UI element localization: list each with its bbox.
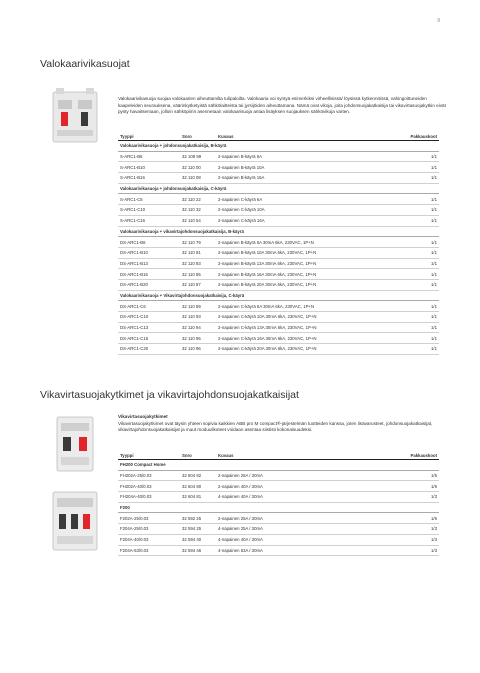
cell-pack: 1/3 [395,534,439,545]
table-row [118,492,439,503]
cell-type: F204A-25/0.03 [118,524,180,535]
cell-type: DS-ARC1-C6 [118,301,180,312]
cell-snro: 32 110 95 [180,333,216,344]
cell-description: 2-napainen B-käyrä 20A 30mA 6kA, 230VAC, 1P+N [216,279,395,290]
group-label: Valokaarivikasuoja + vikavirtajohdonsuojakatkaisija, B-käyrä [118,226,439,237]
table-row [118,545,439,556]
header-pack: Pakkauskoot [395,133,439,141]
cell-type: S-ARC1-B16 [118,173,180,184]
cell-type: DS-ARC1-B13 [118,258,180,269]
cell-pack: 1/1 [395,344,439,355]
header-snro: Snro [180,452,216,460]
cell-snro: 32 110 32 [180,205,216,216]
table-row [118,322,439,333]
cell-description: 2-napainen C-käyrä 6A [216,194,395,205]
table-row [118,312,439,323]
cell-description: 2-napainen C-käyrä 20A 30mA 6kA, 230VAC, 1P+N [216,344,395,355]
header-snro: Snro [180,133,216,141]
cell-type: DS-ARC1-C13 [118,322,180,333]
table-header-row [118,133,439,141]
cell-type: F204A-63/0.03 [118,545,180,556]
cell-type: FH202A-25/0.03 [118,470,180,481]
cell-snro: 32 110 08 [180,173,216,184]
cell-pack: 1/3 [395,545,439,556]
group-label: FH200 Compact Home [118,460,439,471]
cell-type: F202A-25/0.03 [118,513,180,524]
group-header-row [118,226,439,237]
cell-description: 2-napainen 25A / 30mA [216,513,395,524]
cell-description: 4-napainen 25A / 30mA [216,524,395,535]
table-row [118,173,439,184]
header-type: Tyyppi [118,452,180,460]
cell-description: 2-napainen B-käyrä 16A [216,173,395,184]
cell-type: DS-ARC1-B20 [118,279,180,290]
cell-description: 2-napainen B-käyrä 6A 30mA 6kA, 230VAC, 1P+N [216,237,395,248]
cell-pack: 1/6 [395,513,439,524]
cell-snro: 32 110 94 [180,322,216,333]
header-description: Kuvaus [216,133,395,141]
group-header-row [118,460,439,471]
cell-type: S-ARC1-C6 [118,194,180,205]
table-row [118,344,439,355]
cell-pack: 1/1 [395,237,439,248]
group-header-row [118,183,439,194]
cell-pack: 1/1 [395,333,439,344]
table-row [118,279,439,290]
rcd-paragraph [118,414,448,434]
cell-pack: 1/3 [395,492,439,503]
cell-pack: 1/1 [395,173,439,184]
cell-snro: 32 110 81 [180,247,216,258]
table-row [118,513,439,524]
arc-fault-table [118,133,439,355]
cell-description: 2-napainen C-käyrä 10A [216,205,395,216]
rcd-subtitle: Vikavirtasuojakytkimet [118,414,168,419]
cell-snro: 32 110 54 [180,215,216,226]
cell-description: 2-napainen B-käyrä 16A 30mA 6kA, 230VAC, 1P+N [216,269,395,280]
cell-type: DS-ARC1-B10 [118,247,180,258]
cell-pack: 1/1 [395,301,439,312]
cell-type: FH202A-40/0.03 [118,481,180,492]
cell-description: 2-napainen B-käyrä 13A 30mA 6kA, 230VAC, 1P+N [216,258,395,269]
table-row [118,481,439,492]
table-row [118,215,439,226]
cell-snro: 32 110 79 [180,237,216,248]
cell-description: 4-napainen 40A / 30mA [216,492,395,503]
cell-description: 2-napainen C-käyrä 16A 30mA 6kA, 230VAC, 1P+N [216,333,395,344]
rcd-f200-image [51,490,99,552]
rcd-paragraph-text: Vikavirtasuojakytkimet ovat täysin yhteen sopivia kaikkien ABB pro M compact®-järjestelmän tuotteiden kanssa, joten lisävarusteet, johdonsuojakatkaisijat, vikavirtajohdonsuojakatkaisijat ja muut moduulikoteet voidaan asentaa siististi kokonaisuudeksi. [118,420,433,433]
cell-description: 2-napainen C-käyrä 6A 30mA 6kA, 230VAC, 1P+N [216,301,395,312]
table-row [118,205,439,216]
group-header-row [118,502,439,513]
rcd-compact-home-image [55,415,95,473]
table-row [118,470,439,481]
cell-snro: 32 594 40 [180,534,216,545]
group-label: Valokaarivikasuoja + johdonsuojakatkaisija, B-käyrä [118,141,439,152]
group-label: Valokaarivikasuoja + johdonsuojakatkaisija, C-käyrä [118,183,439,194]
cell-description: 2-napainen C-käyrä 16A [216,215,395,226]
cell-description: 2-napainen 25A / 30mA [216,470,395,481]
cell-description: 2-napainen 40A / 30mA [216,481,395,492]
cell-snro: 32 110 85 [180,269,216,280]
table-row [118,269,439,280]
cell-pack: 1/1 [395,312,439,323]
cell-type: S-ARC1-B6 [118,151,180,162]
table-row [118,162,439,173]
cell-snro: 32 110 89 [180,301,216,312]
rcd-table [118,452,439,556]
cell-pack: 1/1 [395,194,439,205]
header-description: Kuvaus [216,452,395,460]
cell-pack: 1/1 [395,205,439,216]
group-label: F200 [118,502,439,513]
cell-pack: 1/1 [395,215,439,226]
cell-pack: 1/1 [395,258,439,269]
cell-pack: 1/1 [395,151,439,162]
table-header-row [118,452,439,460]
group-label: Valokaarivikasuoja + Vikavirtajohdonsuojakatkaisija, C-käyrä [118,290,439,301]
cell-pack: 1/6 [395,470,439,481]
table-row [118,237,439,248]
cell-type: DS-ARC1-B16 [118,269,180,280]
cell-description: 2-napainen B-käyrä 6A [216,151,395,162]
cell-description: 4-napainen 40A / 30mA [216,534,395,545]
cell-pack: 1/1 [395,279,439,290]
table-row [118,333,439,344]
cell-snro: 32 604 80 [180,481,216,492]
cell-pack: 1/1 [395,269,439,280]
cell-snro: 32 604 81 [180,492,216,503]
table-row [118,247,439,258]
table-row [118,524,439,535]
arc-fault-paragraph: Valokaarivikasuoja suojaa valokaarien aiheuttamilta tulipaloilta. Valokaaria voi syntyä esimerkiksi virheellisissä/ löysissä kytkennöissä, vahingoittuneiden kaapeleiden seurauksena, väärinkytketyistä sähkölaitteista tai jyrsijöiden aiheuttamana. Nämä ovat vikoja, joita johdonsuojakatkaisija tai vikavirtasuojakytkin eivät pysty havaitsemaan, jolloin sähköpiirin asennetaan valokaarisuoja antaa lisäyksen suojauksen sähkövikoja varten. [118,96,446,115]
cell-snro: 32 592 25 [180,513,216,524]
cell-type: DS-ARC1-C16 [118,333,180,344]
page-number: 9 [437,18,440,24]
section-title-arc-fault: Valokaarivikasuojat [40,58,130,70]
cell-snro: 32 110 83 [180,258,216,269]
cell-type: DS-ARC1-C10 [118,312,180,323]
cell-type: S-ARC1-C16 [118,215,180,226]
cell-pack: 1/3 [395,524,439,535]
cell-description: 2-napainen C-käyrä 13A 30mA 6kA, 230VAC, 1P+N [216,322,395,333]
cell-snro: 32 594 25 [180,524,216,535]
section-title-rcd: Vikavirtasuojakytkimet ja vikavirtajohdonsuojakatkaisijat [40,389,299,401]
table-row [118,151,439,162]
cell-type: F204A-40/0.03 [118,534,180,545]
cell-snro: 32 108 99 [180,151,216,162]
table-row [118,534,439,545]
cell-type: DS-ARC1-B6 [118,237,180,248]
cell-snro: 32 110 00 [180,162,216,173]
cell-description: 2-napainen B-käyrä 10A [216,162,395,173]
header-type: Tyyppi [118,133,180,141]
cell-type: FH204A-40/0.03 [118,492,180,503]
group-header-row [118,290,439,301]
cell-type: S-ARC1-C10 [118,205,180,216]
cell-snro: 32 110 22 [180,194,216,205]
cell-pack: 1/1 [395,162,439,173]
header-pack: Pakkauskoot [395,452,439,460]
cell-snro: 32 110 93 [180,312,216,323]
cell-pack: 1/6 [395,481,439,492]
cell-type: DS-ARC1-C20 [118,344,180,355]
cell-description: 2-napainen C-käyrä 10A 30mA 6kA, 230VAC, 1P+N [216,312,395,323]
cell-snro: 32 594 46 [180,545,216,556]
table-row [118,301,439,312]
cell-snro: 32 110 96 [180,344,216,355]
arc-fault-breaker-image [52,86,98,146]
cell-snro: 32 110 87 [180,279,216,290]
cell-type: S-ARC1-B10 [118,162,180,173]
group-header-row [118,141,439,152]
cell-snro: 32 604 82 [180,470,216,481]
cell-description: 2-napainen B-käyrä 10A 30mA 6kA, 230VAC, 1P+N [216,247,395,258]
table-row [118,258,439,269]
cell-pack: 1/1 [395,322,439,333]
table-row [118,194,439,205]
cell-description: 4-napainen 63A / 30mA [216,545,395,556]
cell-pack: 1/1 [395,247,439,258]
